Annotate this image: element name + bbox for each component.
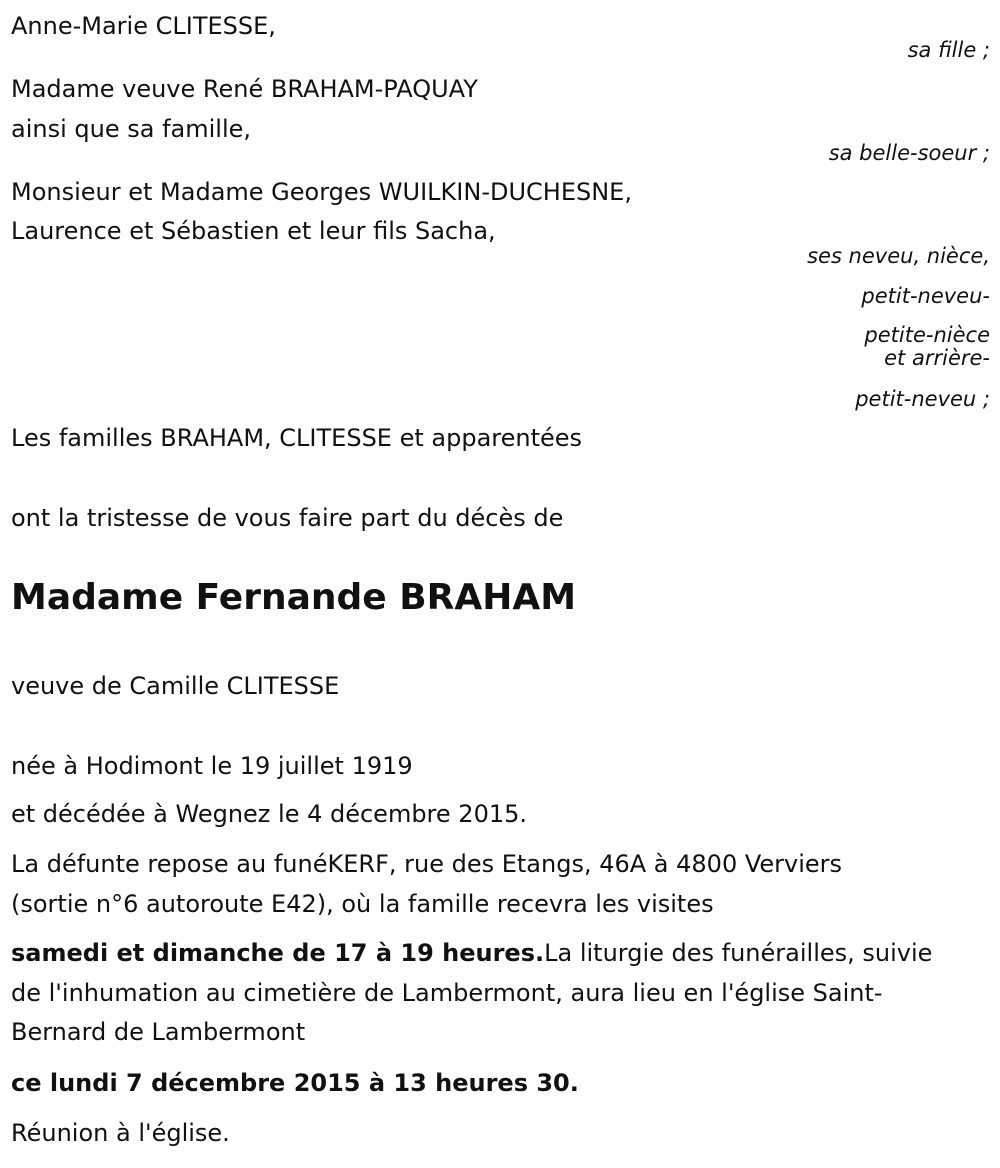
relation-nephews-line1: ses neveu, nièce, xyxy=(807,244,990,268)
relation-nephews-line5: petit-neveu ; xyxy=(855,387,990,411)
relative-name-1: Anne-Marie CLITESSE, xyxy=(11,12,276,40)
visiting-hours: samedi et dimanche de 17 à 19 heures. xyxy=(11,939,545,967)
relation-sister-in-law: sa belle-soeur ; xyxy=(828,141,990,165)
liturgy-intro: La liturgie des funérailles, suivie xyxy=(544,939,933,967)
deceased-name: Madame Fernande BRAHAM xyxy=(11,577,577,618)
relation-daughter: sa fille ; xyxy=(907,38,990,62)
relation-nephews-line3: petite-nièce xyxy=(864,323,990,347)
birth-line: née à Hodimont le 19 juillet 1919 xyxy=(11,752,413,780)
families-line: Les familles BRAHAM, CLITESSE et apparentées xyxy=(11,424,583,452)
widow-of-line: veuve de Camille CLITESSE xyxy=(11,672,340,700)
funeral-date: ce lundi 7 décembre 2015 à 13 heures 30. xyxy=(11,1069,579,1097)
death-line: et décédée à Wegnez le 4 décembre 2015. xyxy=(11,800,527,828)
announcement-line: ont la tristesse de vous faire part du décès de xyxy=(11,504,564,532)
reunion-line: Réunion à l'église. xyxy=(11,1119,230,1147)
relation-nephews-line4: et arrière- xyxy=(884,346,990,370)
relative-name-2-line1: Madame veuve René BRAHAM-PAQUAY xyxy=(11,75,478,103)
relative-name-2-line2: ainsi que sa famille, xyxy=(11,115,251,143)
liturgy-line3: Bernard de Lambermont xyxy=(11,1018,306,1046)
visitation-line2: (sortie n°6 autoroute E42), où la famille recevra les visites xyxy=(11,890,714,918)
liturgy-line1 xyxy=(11,933,932,973)
relative-name-3-line1: Monsieur et Madame Georges WUILKIN-DUCHESNE, xyxy=(11,178,632,206)
relation-nephews-line2: petit-neveu- xyxy=(861,284,990,308)
liturgy-line2: de l'inhumation au cimetière de Lambermont, aura lieu en l'église Saint- xyxy=(11,979,883,1007)
relative-name-3-line2: Laurence et Sébastien et leur fils Sacha, xyxy=(11,217,496,245)
visitation-line1: La défunte repose au funéKERF, rue des Etangs, 46A à 4800 Verviers xyxy=(11,850,843,878)
